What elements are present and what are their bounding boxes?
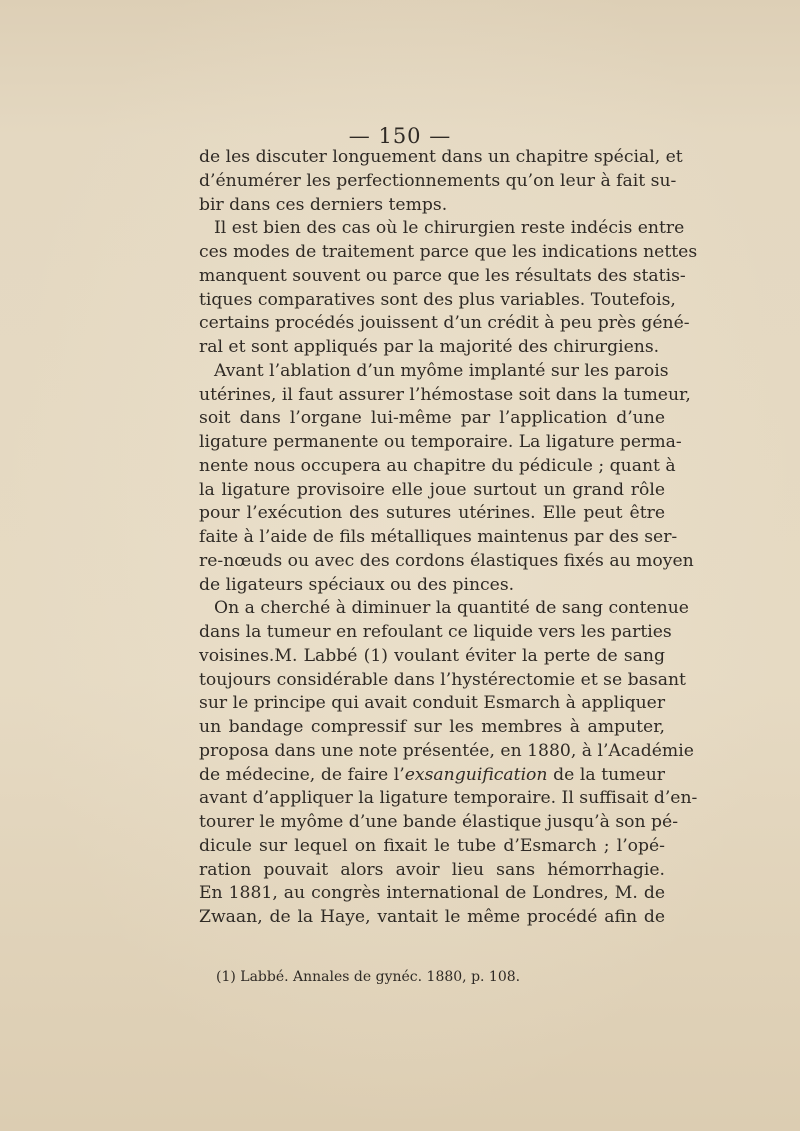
text-line: de ligateurs spéciaux ou des pinces. <box>199 574 515 595</box>
text-line: certains procédés jouissent d’un crédit à peu près géné- <box>199 313 690 334</box>
text-line: de les discuter longuement dans un chapitre spécial, et <box>199 147 683 167</box>
text-line: d’énumérer les perfectionnements qu’on leur à fait su- <box>199 170 677 191</box>
text-line: tourer le myôme d’une bande élastique jusqu’à son pé- <box>199 812 679 832</box>
text-line: ligature permanente ou temporaire. La ligature perma- <box>199 432 682 452</box>
text-line: ration pouvait alors avoir lieu sans hémorrhagie. <box>199 859 665 880</box>
text-line <box>199 764 665 788</box>
text-line: En 1881, au congrès international de Londres, M. de <box>199 883 665 904</box>
text-line: toujours considérable dans l’hystérectomie et se basant <box>199 669 686 690</box>
text-segment: de médecine, de faire l’ <box>199 764 405 785</box>
text-line: nente nous occupera au chapitre du pédicule ; quant à <box>199 455 676 476</box>
text-segment: de la tumeur <box>547 764 665 785</box>
text-line: faite à l’aide de fils métalliques maintenus par des ser- <box>199 527 678 547</box>
text-line: ral et sont appliqués par la majorité des chirurgiens. <box>199 337 660 357</box>
text-line: Avant l’ablation d’un myôme implanté sur les parois <box>214 360 669 381</box>
body-text <box>199 146 698 930</box>
text-line: proposa dans une note présentée, en 1880, à l’Académie <box>199 740 694 761</box>
italic-term: exsanguification <box>404 764 548 785</box>
text-line: bir dans ces derniers temps. <box>199 194 448 215</box>
text-line: manquent souvent ou parce que les résultats des statis- <box>199 265 686 286</box>
text-line: Il est bien des cas où le chirurgien reste indécis entre <box>214 218 685 239</box>
text-line: tiques comparatives sont des plus variables. Toutefois, <box>199 289 676 310</box>
text-line: re-nœuds ou avec des cordons élastiques fixés au moyen <box>199 550 694 571</box>
footnote: (1) Labbé. Annales de gynéc. 1880, p. 108. <box>216 969 521 985</box>
text-line: ces modes de traitement parce que les indications nettes <box>199 242 698 262</box>
text-line: On a cherché à diminuer la quantité de sang contenue <box>214 598 689 619</box>
text-line: dans la tumeur en refoulant ce liquide vers les parties <box>199 622 672 642</box>
text-line: sur le principe qui avait conduit Esmarch à appliquer <box>199 693 666 714</box>
page-number: — 150 — <box>348 124 452 148</box>
text-line: la ligature provisoire elle joue surtout un grand rôle <box>199 479 665 500</box>
text-line: dicule sur lequel on fixait le tube d’Esmarch ; l’opé- <box>199 835 665 856</box>
text-line: avant d’appliquer la ligature temporaire. Il suffisait d’en- <box>199 788 698 809</box>
text-line: soit dans l’organe lui-même par l’application d’une <box>199 408 665 429</box>
text-line: Zwaan, de la Haye, vantait le même procédé afin de <box>199 907 665 927</box>
text-line: un bandage compressif sur les membres à amputer, <box>199 717 665 737</box>
text-line: voisines.M. Labbé (1) voulant éviter la perte de sang <box>199 645 665 666</box>
text-line: pour l’exécution des sutures utérines. Elle peut être <box>199 503 665 524</box>
text-line: utérines, il faut assurer l’hémostase soit dans la tumeur, <box>199 384 691 405</box>
